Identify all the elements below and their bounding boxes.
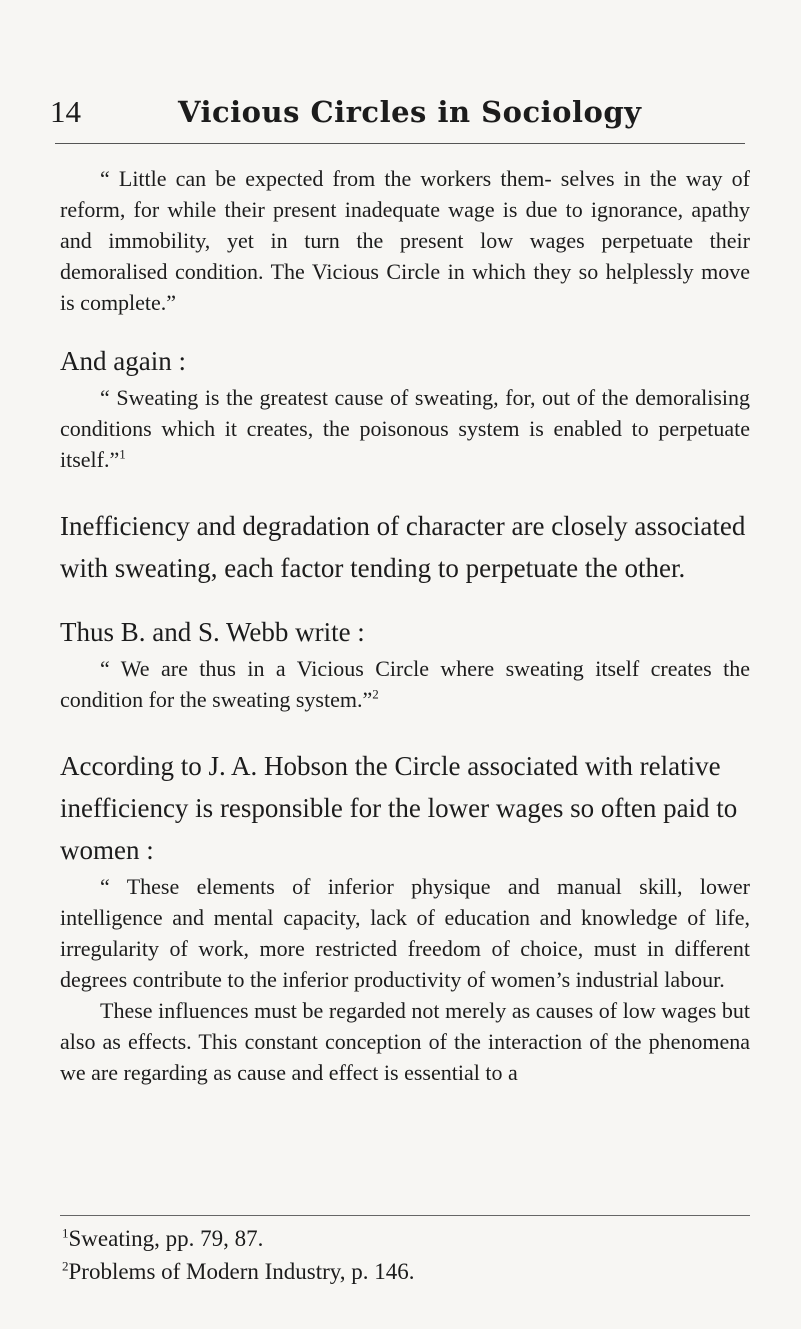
footnote-rule	[60, 1215, 750, 1216]
body-paragraph: Inefficiency and degradation of character are closely associated with sweating, each factor tending to perpetuate the other.	[60, 511, 746, 583]
footnote-mark: 1	[62, 1225, 69, 1241]
page-number: 14	[50, 94, 81, 129]
footnotes	[62, 1222, 752, 1288]
quote-paragraph-continued: These influences must be regarded not merely as causes of low wages but also as effects. This constant conception of the interaction of the phenomena we are regarding as cause and effect is essential to a	[60, 998, 750, 1085]
lead-line: Thus B. and S. Webb write :	[60, 617, 365, 647]
quote-paragraph	[60, 382, 750, 475]
quote-paragraph: “ Little can be expected from the workers them- selves in the way of reform, for while their present inadequate wage is due to ignorance, apathy and immobility, yet in turn the present low wages perpetuate their demoralised condition. The Vicious Circle in which they so helplessly move is complete.”	[60, 166, 750, 315]
quote-text: “ We are thus in a Vicious Circle where sweating itself creates the condition for the sweating system.”	[60, 656, 750, 712]
running-head	[50, 92, 740, 132]
body-paragraph: According to J. A. Hobson the Circle associated with relative inefficiency is responsible for the lower wages so often paid to women :	[60, 751, 738, 865]
footnote-text: Problems of Modern Industry, p. 146.	[68, 1259, 415, 1284]
footnote	[62, 1222, 752, 1255]
footnote-ref: 1	[119, 446, 126, 462]
footnote-text: Sweating, pp. 79, 87.	[68, 1226, 264, 1251]
header-rule	[55, 143, 745, 144]
quote-paragraph	[60, 653, 750, 715]
lead-line: And again :	[60, 346, 186, 376]
quote-paragraph: “ These elements of inferior physique and manual skill, lower intelligence and mental capacity, lack of education and knowledge of life, irregularity of work, more restricted freedom of choice, must in different degrees contribute to the inferior productivity of women’s industrial labour.	[60, 874, 750, 992]
footnote-mark: 2	[62, 1258, 69, 1274]
footnote-ref: 2	[372, 686, 379, 702]
running-title: Vicious Circles in Sociology	[178, 95, 642, 129]
body-text	[60, 163, 750, 1088]
quote-text: “ Sweating is the greatest cause of sweating, for, out of the demoralising conditions which it creates, the poisonous system is enabled to perpetuate itself.”	[60, 385, 750, 472]
footnote	[62, 1255, 752, 1288]
